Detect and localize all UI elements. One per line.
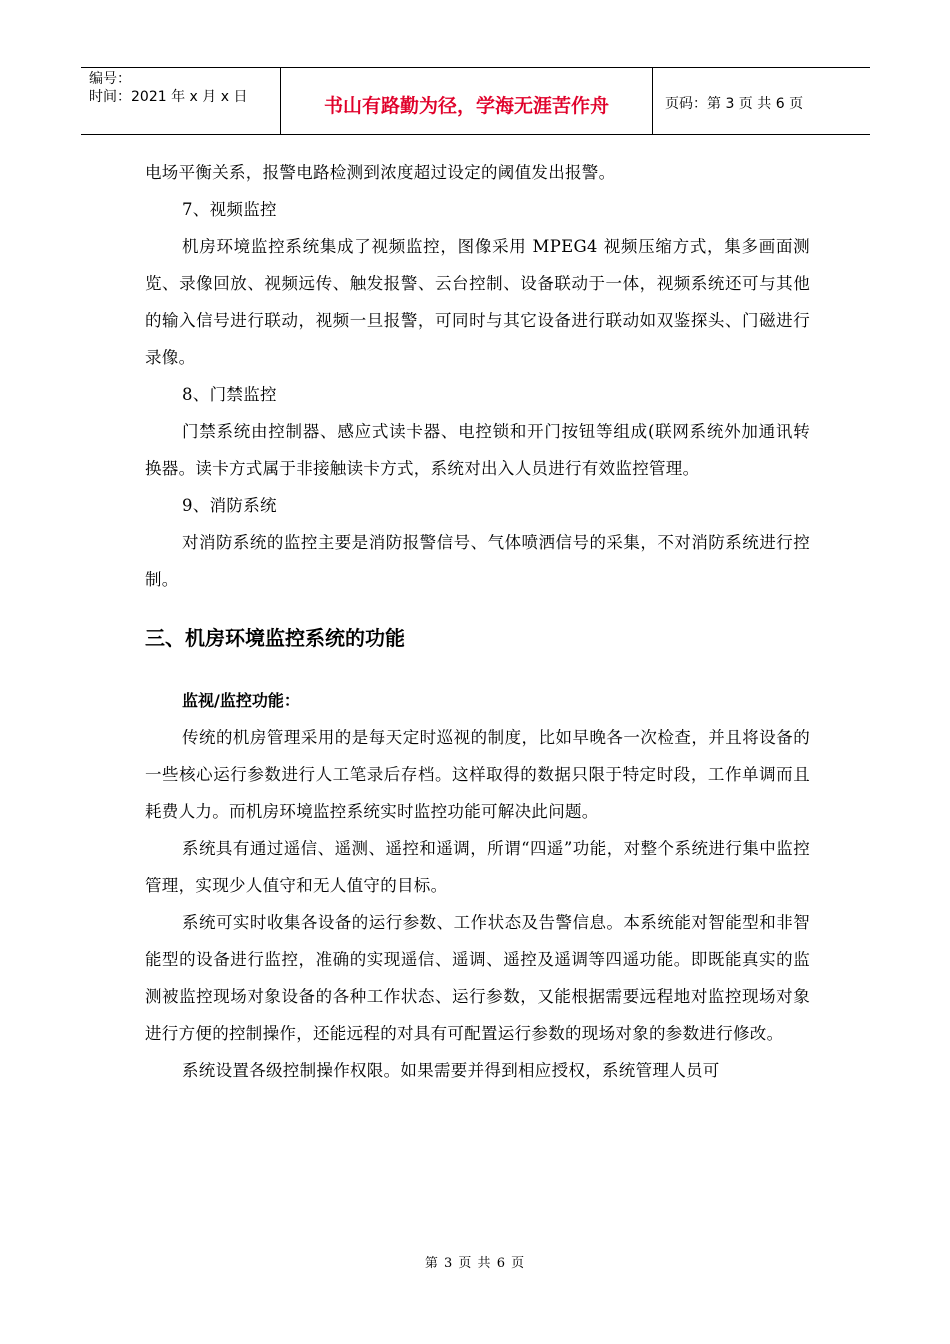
paragraph-fire-system: 对消防系统的监控主要是消防报警信号、气体喷洒信号的采集，不对消防系统进行控制。 bbox=[145, 533, 810, 589]
header-motto: 书山有路勤为径，学海无涯苦作舟 bbox=[281, 68, 653, 134]
paragraph-permissions: 系统设置各级控制操作权限。如果需要并得到相应授权，系统管理人员可 bbox=[182, 1061, 720, 1080]
heading-fire-system: 9、消防系统 bbox=[182, 496, 277, 515]
sub-title: 监视/监控功能： bbox=[182, 691, 300, 710]
paragraph-four-remote: 系统具有通过遥信、遥测、遥控和遥调，所谓“四遥”功能，对整个系统进行集中监控管理，实现少人值守和无人值守的目标。 bbox=[145, 839, 810, 895]
paragraph-traditional: 传统的机房管理采用的是每天定时巡视的制度，比如早晚各一次检查，并且将设备的一些核心运行参数进行人工笔录后存档。这样取得的数据只限于特定时段，工作单调而且耗费人力。而机房环境监控系统实时监控功能可解决此问题。 bbox=[145, 728, 810, 821]
heading-access-control: 8、门禁监控 bbox=[182, 385, 277, 404]
paragraph-realtime: 系统可实时收集各设备的运行参数、工作状态及告警信息。本系统能对智能型和非智能型的设备进行监控，准确的实现遥信、遥调、遥控及遥调等四遥功能。即既能真实的监测被监控现场对象设备的各种工作状态、运行参数，又能根据需要远程地对监控现场对象进行方便的控制操作，还能远程的对具有可配置运行参数的现场对象的参数进行修改。 bbox=[145, 913, 810, 1043]
header-page-label: 页码：第 3 页 共 6 页 bbox=[665, 96, 804, 112]
document-body bbox=[145, 154, 810, 1089]
paragraph-access-control: 门禁系统由控制器、感应式读卡器、电控锁和开门按钮等组成(联网系统外加通讯转换器。读卡方式属于非接触读卡方式，系统对出入人员进行有效监控管理。 bbox=[145, 422, 810, 478]
header-info bbox=[81, 68, 281, 134]
section-title: 三、机房环境监控系统的功能 bbox=[145, 626, 405, 650]
page-footer: 第 3 页 共 6 页 bbox=[424, 1256, 526, 1271]
date-label: 时间：2021 年 x 月 x 日 bbox=[89, 89, 248, 105]
code-label: 编号： bbox=[89, 71, 131, 87]
document-header bbox=[81, 67, 870, 135]
paragraph-video-monitoring: 机房环境监控系统集成了视频监控，图像采用 MPEG4 视频压缩方式，集多画面测览、录像回放、视频远传、触发报警、云台控制、设备联动于一体，视频系统还可与其他的输入信号进行联动，视频一旦报警，可同时与其它设备进行联动如双鉴探头、门磁进行录像。 bbox=[145, 237, 810, 367]
paragraph-continuation: 电场平衡关系，报警电路检测到浓度超过设定的阈值发出报警。 bbox=[145, 163, 616, 182]
heading-video-monitoring: 7、视频监控 bbox=[182, 200, 277, 219]
